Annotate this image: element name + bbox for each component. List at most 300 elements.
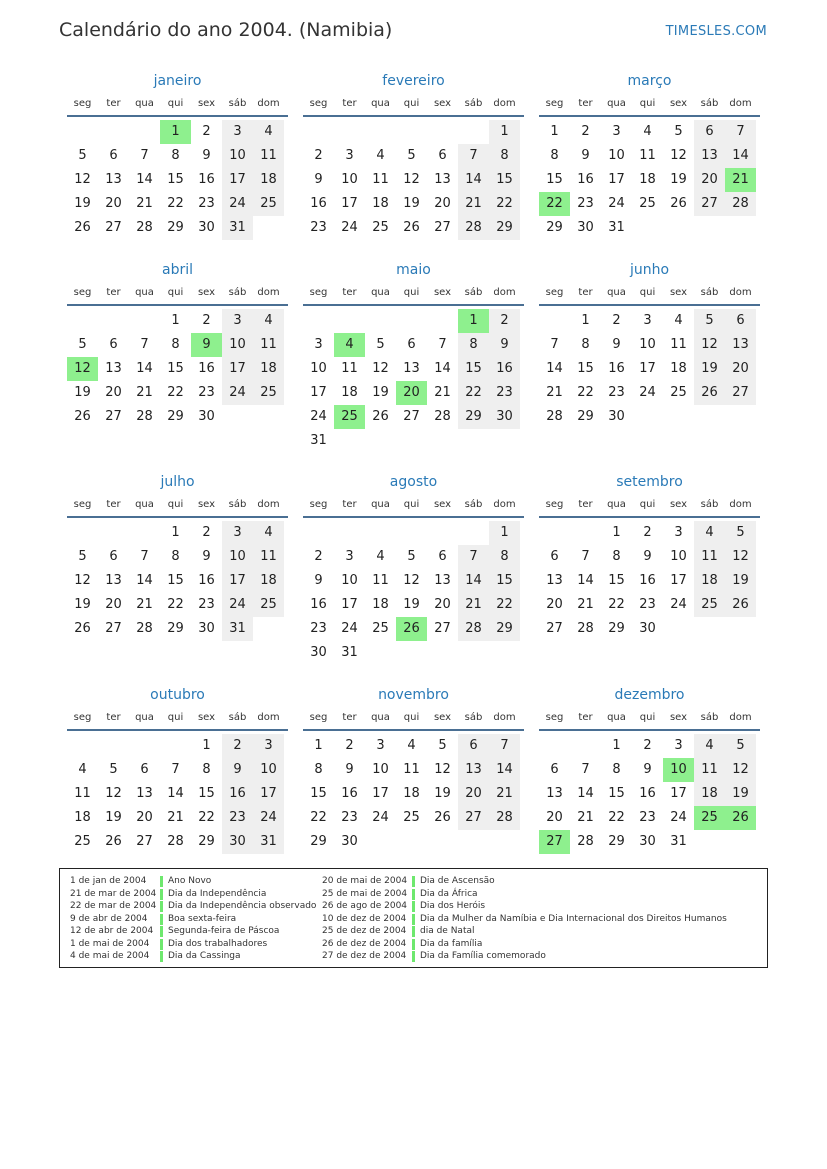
day-cell: 5 bbox=[407, 148, 416, 163]
day-cell: 26 bbox=[694, 381, 725, 405]
day-cell: 18 bbox=[639, 172, 656, 187]
holiday-legend-row bbox=[70, 913, 322, 926]
day-cell: 6 bbox=[109, 337, 118, 352]
day-cell: 4 bbox=[253, 120, 284, 144]
day-cell: 1 bbox=[489, 521, 520, 545]
weekday-label: dom bbox=[729, 287, 752, 298]
holiday-day-cell: 25 bbox=[694, 806, 725, 830]
day-cell: 18 bbox=[694, 569, 725, 593]
day-cell: 7 bbox=[140, 148, 149, 163]
day-cell: 23 bbox=[489, 381, 520, 405]
day-cell: 3 bbox=[612, 124, 621, 139]
day-cell: 23 bbox=[198, 385, 215, 400]
empty-cell bbox=[129, 309, 160, 333]
holiday-day-cell: 22 bbox=[539, 192, 570, 216]
empty-cell bbox=[98, 309, 129, 333]
day-cell: 6 bbox=[725, 309, 756, 333]
empty-cell bbox=[570, 734, 601, 758]
day-cell: 6 bbox=[109, 148, 118, 163]
day-cell: 17 bbox=[670, 573, 687, 588]
day-cell: 27 bbox=[546, 621, 563, 636]
day-cell: 14 bbox=[725, 144, 756, 168]
day-cell: 7 bbox=[725, 120, 756, 144]
day-cell: 6 bbox=[140, 762, 149, 777]
day-cell: 22 bbox=[167, 385, 184, 400]
day-cell: 13 bbox=[434, 172, 451, 187]
day-cell: 20 bbox=[458, 782, 489, 806]
day-cell: 8 bbox=[171, 549, 180, 564]
holiday-day-cell: 12 bbox=[67, 357, 98, 381]
day-cell: 6 bbox=[438, 549, 447, 564]
holiday-date: 4 de mai de 2004 bbox=[70, 951, 150, 961]
weekday-header bbox=[67, 283, 288, 306]
weekday-header bbox=[67, 708, 288, 731]
day-cell: 24 bbox=[608, 196, 625, 211]
day-cell: 19 bbox=[725, 782, 756, 806]
month-name: julho bbox=[160, 474, 195, 490]
month-name: abril bbox=[161, 262, 193, 278]
day-cell: 5 bbox=[78, 549, 87, 564]
day-cell: 27 bbox=[403, 409, 420, 424]
day-cell: 11 bbox=[670, 337, 687, 352]
day-cell: 8 bbox=[458, 333, 489, 357]
day-cell: 18 bbox=[74, 810, 91, 825]
day-cell: 5 bbox=[376, 337, 385, 352]
day-cell: 21 bbox=[546, 385, 563, 400]
day-cell: 24 bbox=[310, 409, 327, 424]
day-cell: 12 bbox=[403, 573, 420, 588]
weekday-label: ter bbox=[578, 712, 593, 723]
day-cell: 5 bbox=[674, 124, 683, 139]
month-name: dezembro bbox=[614, 687, 685, 703]
weekday-label: seg bbox=[309, 499, 328, 510]
day-cell: 24 bbox=[222, 192, 253, 216]
day-cell: 18 bbox=[253, 569, 284, 593]
day-cell: 23 bbox=[198, 196, 215, 211]
weekday-label: qua bbox=[607, 499, 626, 510]
day-cell: 14 bbox=[167, 786, 184, 801]
day-cell: 24 bbox=[670, 597, 687, 612]
day-cell: 28 bbox=[434, 409, 451, 424]
holiday-legend-row bbox=[322, 900, 762, 913]
day-cell: 31 bbox=[253, 830, 284, 854]
day-cell: 18 bbox=[372, 196, 389, 211]
weekday-label: qui bbox=[639, 499, 656, 510]
holiday-name: Ano Novo bbox=[168, 876, 212, 886]
day-cell: 11 bbox=[253, 333, 284, 357]
month-name: fevereiro bbox=[382, 73, 445, 89]
holiday-name: Dia da Independência bbox=[168, 888, 267, 899]
day-cell: 26 bbox=[105, 834, 122, 849]
holiday-date: 22 de mar de 2004 bbox=[70, 901, 157, 911]
holiday-name: Dia dos Heróis bbox=[420, 901, 486, 911]
holiday-name: Dia da Independência observado bbox=[168, 901, 317, 911]
holiday-date: 26 de ago de 2004 bbox=[322, 901, 408, 911]
day-cell: 22 bbox=[198, 810, 215, 825]
day-cell: 26 bbox=[74, 621, 91, 636]
weekday-label: ter bbox=[342, 98, 357, 109]
day-cell: 13 bbox=[136, 786, 153, 801]
day-cell: 12 bbox=[372, 361, 389, 376]
day-cell: 20 bbox=[725, 357, 756, 381]
day-cell: 11 bbox=[341, 361, 358, 376]
day-cell: 23 bbox=[222, 806, 253, 830]
day-cell: 2 bbox=[222, 734, 253, 758]
day-cell: 15 bbox=[167, 361, 184, 376]
day-grid bbox=[67, 521, 288, 641]
day-cell: 30 bbox=[577, 220, 594, 235]
empty-cell bbox=[67, 309, 98, 333]
weekday-label: ter bbox=[106, 712, 121, 723]
day-cell: 14 bbox=[434, 361, 451, 376]
empty-cell bbox=[396, 120, 427, 144]
day-cell: 26 bbox=[434, 810, 451, 825]
day-cell: 7 bbox=[550, 337, 559, 352]
day-cell: 24 bbox=[341, 220, 358, 235]
day-cell: 27 bbox=[105, 220, 122, 235]
weekday-label: qui bbox=[403, 712, 420, 723]
day-cell: 5 bbox=[109, 762, 118, 777]
day-cell: 19 bbox=[74, 597, 91, 612]
empty-cell bbox=[98, 120, 129, 144]
day-cell: 28 bbox=[458, 216, 489, 240]
day-cell: 1 bbox=[612, 525, 621, 540]
day-cell: 29 bbox=[608, 621, 625, 636]
weekday-label: qua bbox=[371, 287, 390, 298]
day-cell: 4 bbox=[78, 762, 87, 777]
day-cell: 3 bbox=[222, 120, 253, 144]
holiday-legend-row bbox=[322, 875, 762, 888]
day-cell: 1 bbox=[171, 313, 180, 328]
day-cell: 13 bbox=[694, 144, 725, 168]
holiday-name: Dia da família bbox=[420, 938, 483, 949]
holiday-legend-row bbox=[70, 938, 322, 951]
day-cell: 10 bbox=[222, 333, 253, 357]
day-cell: 2 bbox=[612, 313, 621, 328]
day-cell: 9 bbox=[345, 762, 354, 777]
empty-cell bbox=[427, 120, 458, 144]
day-cell: 15 bbox=[546, 172, 563, 187]
day-grid bbox=[539, 521, 760, 641]
day-cell: 9 bbox=[643, 549, 652, 564]
day-cell: 28 bbox=[136, 621, 153, 636]
day-cell: 23 bbox=[639, 810, 656, 825]
day-cell: 28 bbox=[546, 409, 563, 424]
day-cell: 8 bbox=[550, 148, 559, 163]
weekday-label: qua bbox=[135, 499, 154, 510]
day-cell: 17 bbox=[222, 569, 253, 593]
day-cell: 30 bbox=[341, 834, 358, 849]
day-cell: 12 bbox=[725, 545, 756, 569]
day-cell: 18 bbox=[403, 786, 420, 801]
day-cell: 7 bbox=[438, 337, 447, 352]
month-block bbox=[303, 70, 524, 240]
day-cell: 30 bbox=[489, 405, 520, 429]
holiday-date: 25 de mai de 2004 bbox=[322, 888, 408, 899]
day-cell: 19 bbox=[670, 172, 687, 187]
weekday-label: sex bbox=[669, 499, 688, 510]
day-cell: 4 bbox=[376, 549, 385, 564]
weekday-label: sáb bbox=[228, 98, 247, 109]
day-grid bbox=[67, 734, 288, 854]
day-cell: 27 bbox=[105, 621, 122, 636]
brand-link[interactable]: TIMESLES.COM bbox=[665, 24, 767, 39]
empty-cell bbox=[303, 521, 334, 545]
day-cell: 28 bbox=[136, 409, 153, 424]
day-cell: 10 bbox=[222, 545, 253, 569]
weekday-label: qui bbox=[167, 712, 184, 723]
day-cell: 4 bbox=[253, 309, 284, 333]
day-cell: 13 bbox=[725, 333, 756, 357]
day-cell: 27 bbox=[725, 381, 756, 405]
day-cell: 28 bbox=[489, 806, 520, 830]
day-cell: 7 bbox=[140, 337, 149, 352]
day-cell: 17 bbox=[670, 786, 687, 801]
day-cell: 27 bbox=[434, 621, 451, 636]
day-cell: 27 bbox=[136, 834, 153, 849]
weekday-label: ter bbox=[342, 499, 357, 510]
day-cell: 29 bbox=[608, 834, 625, 849]
day-cell: 3 bbox=[345, 148, 354, 163]
holiday-legend-row bbox=[322, 925, 762, 938]
day-cell: 2 bbox=[643, 738, 652, 753]
day-cell: 10 bbox=[310, 361, 327, 376]
day-cell: 15 bbox=[167, 573, 184, 588]
holiday-marker bbox=[412, 914, 415, 925]
day-cell: 29 bbox=[167, 409, 184, 424]
holiday-day-cell: 1 bbox=[458, 309, 489, 333]
weekday-label: dom bbox=[493, 98, 516, 109]
day-cell: 31 bbox=[222, 216, 253, 240]
day-cell: 6 bbox=[694, 120, 725, 144]
weekday-label: ter bbox=[578, 499, 593, 510]
weekday-label: qua bbox=[371, 499, 390, 510]
empty-cell bbox=[129, 120, 160, 144]
day-cell: 30 bbox=[608, 409, 625, 424]
day-cell: 21 bbox=[136, 385, 153, 400]
day-cell: 16 bbox=[198, 172, 215, 187]
weekday-label: dom bbox=[257, 98, 280, 109]
weekday-label: qua bbox=[135, 287, 154, 298]
day-cell: 9 bbox=[202, 549, 211, 564]
empty-cell bbox=[539, 521, 570, 545]
day-cell: 26 bbox=[403, 220, 420, 235]
weekday-label: sex bbox=[669, 98, 688, 109]
weekday-header bbox=[539, 495, 760, 518]
weekday-label: sex bbox=[197, 499, 216, 510]
day-cell: 29 bbox=[310, 834, 327, 849]
day-cell: 20 bbox=[434, 597, 451, 612]
day-cell: 25 bbox=[403, 810, 420, 825]
weekday-label: dom bbox=[729, 499, 752, 510]
day-cell: 6 bbox=[438, 148, 447, 163]
holiday-date: 9 de abr de 2004 bbox=[70, 913, 148, 924]
day-cell: 9 bbox=[612, 337, 621, 352]
month-block bbox=[67, 70, 288, 240]
day-cell: 14 bbox=[136, 573, 153, 588]
weekday-label: seg bbox=[309, 287, 328, 298]
day-cell: 29 bbox=[167, 621, 184, 636]
month-name: junho bbox=[629, 262, 670, 278]
holiday-marker bbox=[412, 951, 415, 962]
month-name: maio bbox=[396, 262, 431, 278]
weekday-header bbox=[539, 94, 760, 117]
weekday-label: dom bbox=[257, 712, 280, 723]
day-cell: 24 bbox=[341, 621, 358, 636]
holiday-marker bbox=[412, 889, 415, 900]
weekday-label: sáb bbox=[700, 712, 719, 723]
day-cell: 15 bbox=[489, 569, 520, 593]
weekday-label: qui bbox=[167, 98, 184, 109]
day-cell: 27 bbox=[694, 192, 725, 216]
day-cell: 13 bbox=[458, 758, 489, 782]
weekday-label: qui bbox=[167, 499, 184, 510]
day-cell: 13 bbox=[434, 573, 451, 588]
day-cell: 16 bbox=[198, 573, 215, 588]
holiday-legend bbox=[59, 868, 768, 968]
holiday-legend-row bbox=[322, 913, 762, 926]
day-cell: 8 bbox=[612, 549, 621, 564]
day-cell: 29 bbox=[458, 405, 489, 429]
day-cell: 12 bbox=[434, 762, 451, 777]
holiday-name: Dia da Mulher da Namíbia e Dia Internacional dos Direitos Humanos bbox=[420, 913, 727, 924]
weekday-label: seg bbox=[545, 287, 564, 298]
day-cell: 28 bbox=[725, 192, 756, 216]
empty-cell bbox=[98, 734, 129, 758]
day-cell: 25 bbox=[639, 196, 656, 211]
day-cell: 3 bbox=[376, 738, 385, 753]
day-cell: 10 bbox=[670, 549, 687, 564]
day-cell: 10 bbox=[222, 144, 253, 168]
day-grid bbox=[67, 309, 288, 429]
weekday-label: sáb bbox=[700, 499, 719, 510]
weekday-label: qui bbox=[639, 98, 656, 109]
holiday-day-cell: 9 bbox=[191, 333, 222, 357]
day-cell: 8 bbox=[581, 337, 590, 352]
day-cell: 15 bbox=[608, 786, 625, 801]
day-cell: 1 bbox=[202, 738, 211, 753]
empty-cell bbox=[365, 521, 396, 545]
day-cell: 14 bbox=[489, 758, 520, 782]
day-cell: 10 bbox=[639, 337, 656, 352]
day-grid bbox=[303, 734, 524, 854]
day-cell: 20 bbox=[105, 196, 122, 211]
empty-cell bbox=[67, 120, 98, 144]
day-cell: 11 bbox=[372, 172, 389, 187]
holiday-day-cell: 4 bbox=[334, 333, 365, 357]
day-cell: 16 bbox=[577, 172, 594, 187]
day-cell: 1 bbox=[171, 525, 180, 540]
weekday-label: qua bbox=[371, 712, 390, 723]
weekday-label: seg bbox=[545, 712, 564, 723]
weekday-header bbox=[303, 94, 524, 117]
day-cell: 5 bbox=[78, 337, 87, 352]
day-cell: 20 bbox=[546, 597, 563, 612]
holiday-legend-row bbox=[322, 938, 762, 951]
day-cell: 16 bbox=[608, 361, 625, 376]
holiday-legend-row bbox=[70, 888, 322, 901]
empty-cell bbox=[570, 521, 601, 545]
day-cell: 3 bbox=[643, 313, 652, 328]
month-block bbox=[67, 684, 288, 854]
weekday-label: qua bbox=[607, 712, 626, 723]
month-block bbox=[303, 259, 524, 453]
day-cell: 24 bbox=[639, 385, 656, 400]
day-cell: 17 bbox=[372, 786, 389, 801]
weekday-label: seg bbox=[309, 98, 328, 109]
day-cell: 23 bbox=[310, 220, 327, 235]
holiday-date: 10 de dez de 2004 bbox=[322, 913, 407, 924]
day-cell: 31 bbox=[222, 617, 253, 641]
weekday-header bbox=[303, 283, 524, 306]
day-cell: 29 bbox=[577, 409, 594, 424]
day-cell: 16 bbox=[310, 196, 327, 211]
empty-cell bbox=[334, 309, 365, 333]
weekday-header bbox=[303, 495, 524, 518]
day-cell: 25 bbox=[670, 385, 687, 400]
day-cell: 18 bbox=[694, 782, 725, 806]
day-cell: 15 bbox=[310, 786, 327, 801]
day-cell: 21 bbox=[136, 196, 153, 211]
weekday-label: sáb bbox=[464, 499, 483, 510]
day-cell: 21 bbox=[434, 385, 451, 400]
day-cell: 8 bbox=[489, 545, 520, 569]
day-cell: 19 bbox=[372, 385, 389, 400]
day-cell: 23 bbox=[198, 597, 215, 612]
day-cell: 11 bbox=[253, 144, 284, 168]
day-cell: 4 bbox=[376, 148, 385, 163]
empty-cell bbox=[98, 521, 129, 545]
weekday-label: qui bbox=[403, 98, 420, 109]
day-cell: 25 bbox=[253, 593, 284, 617]
day-cell: 7 bbox=[171, 762, 180, 777]
holiday-legend-row bbox=[70, 925, 322, 938]
day-cell: 27 bbox=[105, 409, 122, 424]
weekday-label: seg bbox=[545, 499, 564, 510]
day-cell: 26 bbox=[372, 409, 389, 424]
month-name: outubro bbox=[150, 687, 205, 703]
day-cell: 22 bbox=[167, 196, 184, 211]
day-cell: 3 bbox=[674, 738, 683, 753]
day-cell: 20 bbox=[136, 810, 153, 825]
day-cell: 25 bbox=[694, 593, 725, 617]
empty-cell bbox=[396, 521, 427, 545]
weekday-header bbox=[67, 495, 288, 518]
day-cell: 25 bbox=[74, 834, 91, 849]
month-name: janeiro bbox=[153, 73, 202, 89]
holiday-marker bbox=[160, 951, 163, 962]
day-cell: 17 bbox=[310, 385, 327, 400]
day-cell: 16 bbox=[310, 597, 327, 612]
day-cell: 17 bbox=[341, 597, 358, 612]
day-cell: 26 bbox=[670, 196, 687, 211]
day-cell: 25 bbox=[253, 381, 284, 405]
day-cell: 21 bbox=[458, 192, 489, 216]
day-cell: 6 bbox=[109, 549, 118, 564]
day-cell: 1 bbox=[314, 738, 323, 753]
day-cell: 15 bbox=[167, 172, 184, 187]
weekday-label: dom bbox=[493, 287, 516, 298]
day-cell: 9 bbox=[314, 172, 323, 187]
holiday-name: Dia da Cassinga bbox=[168, 951, 241, 961]
day-cell: 10 bbox=[341, 573, 358, 588]
day-cell: 29 bbox=[198, 834, 215, 849]
day-cell: 8 bbox=[489, 144, 520, 168]
day-cell: 3 bbox=[253, 734, 284, 758]
day-cell: 7 bbox=[140, 549, 149, 564]
day-cell: 13 bbox=[105, 361, 122, 376]
holiday-day-cell: 25 bbox=[334, 405, 365, 429]
